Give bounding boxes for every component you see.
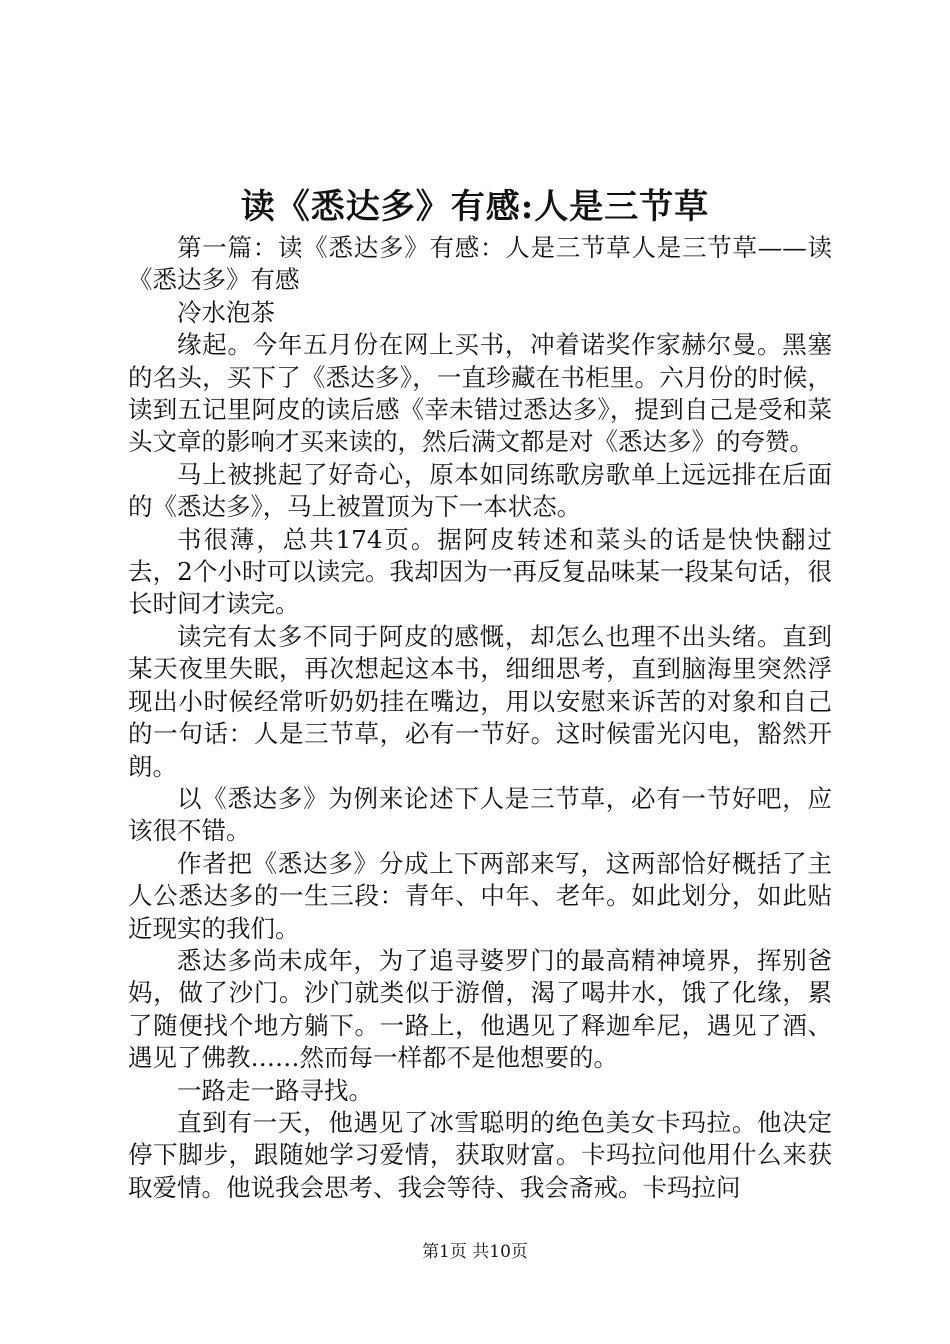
- paragraph: 悉达多尚未成年，为了追寻婆罗门的最高精神境界，挥别爸妈，做了沙门。沙门就类似于游僧，渴了喝井水，饿了化缘，累了随便找个地方躺下。一路上，他遇见了释迦牟尼，遇见了酒、遇见了佛教……然而每一样都不是他想要的。: [128, 945, 832, 1073]
- page-number-footer: 第1页 共10页: [422, 1242, 528, 1262]
- paragraph: 以《悉达多》为例来论述下人是三节草，必有一节好吧，应该很不错。: [128, 783, 832, 846]
- paragraph: 一路走一路寻找。: [177, 1075, 373, 1105]
- document-title: 读《悉达多》有感:人是三节草: [240, 187, 710, 227]
- paragraph: 马上被挑起了好奇心，原本如同练歌房歌单上远远排在后面的《悉达多》，马上被置顶为下一本状态。: [128, 459, 832, 522]
- paragraph: 书很薄，总共174页。据阿皮转述和菜头的话是快快翻过去，2个小时可以读完。我却因为一再反复品味某一段某句话，很长时间才读完。: [128, 524, 832, 619]
- paragraph: 读完有太多不同于阿皮的感慨，却怎么也理不出头绪。直到某天夜里失眠，再次想起这本书，细细思考，直到脑海里突然浮现出小时候经常听奶奶挂在嘴边，用以安慰来诉苦的对象和自己的一句话：人是三节草，必有一节好。这时候雷光闪电，豁然开朗。: [128, 621, 832, 781]
- document-body: [128, 232, 832, 1204]
- paragraph: 作者把《悉达多》分成上下两部来写，这两部恰好概括了主人公悉达多的一生三段：青年、中年、老年。如此划分，如此贴近现实的我们。: [128, 848, 832, 943]
- paragraph: 缘起。今年五月份在网上买书，冲着诺奖作家赫尔曼。黑塞的名头，买下了《悉达多》，一直珍藏在书柜里。六月份的时候，读到五记里阿皮的读后感《幸未错过悉达多》，提到自己是受和菜头文章的影响才买来读的，然后满文都是对《悉达多》的夸赞。: [128, 330, 832, 457]
- paragraph: 冷水泡茶: [177, 297, 275, 327]
- paragraph: 第一篇：读《悉达多》有感：人是三节草人是三节草——读《悉达多》有感: [128, 233, 832, 295]
- paragraph: 直到有一天，他遇见了冰雪聪明的绝色美女卡玛拉。他决定停下脚步，跟随她学习爱情，获取财富。卡玛拉问他用什么来获取爱情。他说我会思考、我会等待、我会斋戒。卡玛拉问: [128, 1107, 832, 1202]
